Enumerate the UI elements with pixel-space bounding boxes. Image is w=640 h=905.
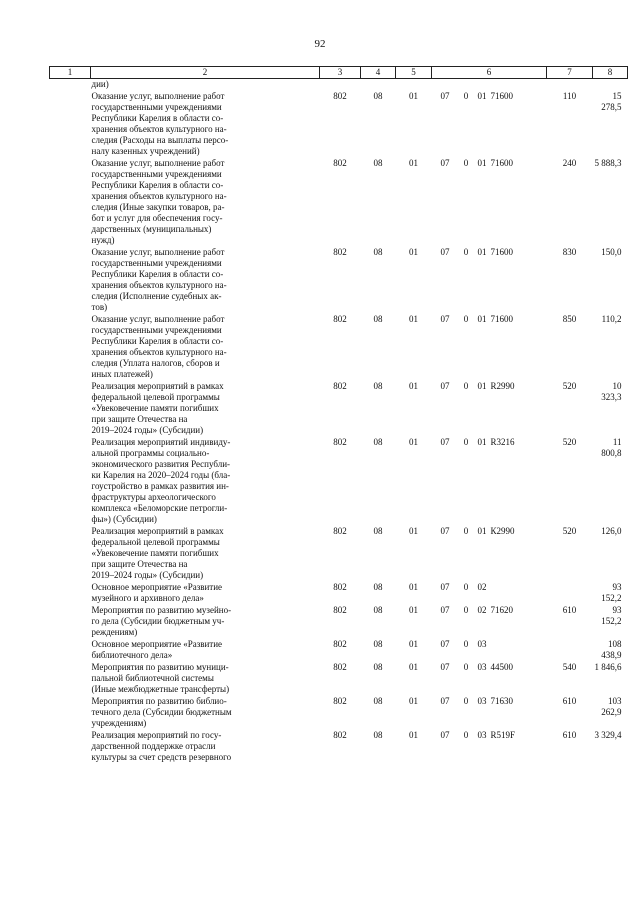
row-section-code: 08 [373, 662, 383, 672]
row-activity-code: 01 [477, 437, 487, 447]
row-col-1 [50, 730, 91, 764]
row-col-1 [50, 91, 91, 158]
row-ministry-code: 802 [333, 91, 347, 101]
row-section-code: 08 [373, 158, 383, 168]
row-expense-type: 610 [562, 605, 577, 615]
row-amount: 15 278,5 [601, 91, 622, 112]
row-direction-code: R2990 [490, 381, 515, 391]
row-col-1 [50, 526, 91, 582]
row-amount: 11 800,8 [601, 437, 622, 458]
row-subsection-code: 01 [409, 381, 418, 391]
row-direction-code: 71600 [490, 247, 513, 257]
row-expense-type: 240 [562, 158, 577, 168]
row-ministry-code: 802 [333, 158, 347, 168]
row-col-1 [50, 605, 91, 639]
row-program-code: 07 [440, 639, 450, 649]
row-section-code: 08 [373, 526, 383, 536]
row-ministry-code: 802 [333, 247, 347, 257]
row-subprogram-code: 0 [463, 696, 469, 706]
row-ministry-code: 802 [333, 437, 347, 447]
row-name: дии) [91, 79, 109, 89]
row-activity-code: 03 [477, 730, 487, 740]
row-program-code: 07 [440, 526, 450, 536]
row-subsection-code: 01 [409, 639, 418, 649]
row-program-code: 07 [440, 158, 450, 168]
row-section-code: 08 [373, 381, 383, 391]
row-section-code: 08 [373, 605, 383, 615]
row-subprogram-code: 0 [463, 437, 469, 447]
table-row [50, 730, 628, 764]
row-direction-code: 71600 [490, 91, 513, 101]
row-expense-type: 520 [562, 526, 577, 536]
row-subprogram-code: 0 [463, 582, 469, 592]
table-row [50, 91, 628, 158]
row-amount [593, 79, 628, 92]
row-section-code: 08 [373, 91, 383, 101]
table-row [50, 314, 628, 381]
row-amount: 110,2 [601, 314, 622, 324]
row-amount: 3 329,4 [594, 730, 622, 740]
table-body [50, 79, 628, 765]
page-number: 92 [314, 38, 326, 50]
row-ministry-code: 802 [333, 730, 347, 740]
row-activity-code: 03 [477, 662, 487, 672]
table-row [50, 437, 628, 526]
header-col-1: 1 [50, 67, 91, 79]
row-subprogram-code: 0 [463, 662, 469, 672]
table-row [50, 696, 628, 730]
row-name: Реализация мероприятий в рамках федеральной целевой программы «Увековечение памяти погибших при защите Отечества на 2019–2024 годы» (Субсидии) [91, 526, 224, 580]
row-col-1 [50, 662, 91, 696]
row-expense-type [547, 639, 593, 662]
row-ministry-code: 802 [333, 381, 347, 391]
table-row [50, 639, 628, 662]
row-name: Основное мероприятие «Развитие библиотечного дела» [91, 639, 223, 660]
row-amount: 1 846,6 [594, 662, 622, 672]
row-ministry-code: 802 [333, 314, 347, 324]
row-subsection-code: 01 [409, 247, 418, 257]
row-activity-code: 01 [477, 381, 487, 391]
row-activity-code: 01 [477, 526, 487, 536]
row-subsection-code: 01 [409, 158, 418, 168]
row-name: Реализация мероприятий в рамках федеральной целевой программы «Увековечение памяти погибших при защите Отечества на 2019–2024 годы» (Субсидии) [91, 381, 224, 435]
row-activity-code: 01 [477, 91, 487, 101]
row-section-code: 08 [373, 314, 383, 324]
row-ministry-code: 802 [333, 662, 347, 672]
row-subsection-code: 01 [409, 314, 418, 324]
row-expense-type: 850 [562, 314, 577, 324]
row-section-code: 08 [373, 639, 383, 649]
row-ministry-code: 802 [333, 639, 347, 649]
header-col-2: 2 [91, 67, 320, 79]
row-name: Мероприятия по развитию библио- течного дела (Субсидии бюджетным учреждениям) [91, 696, 232, 728]
row-name: Основное мероприятие «Развитие музейного и архивного дела» [91, 582, 223, 603]
row-activity-code: 01 [477, 314, 487, 324]
row-col-1 [50, 158, 91, 247]
row-section-code: 08 [373, 437, 383, 447]
row-col-1 [50, 79, 91, 92]
row-ministry-code: 802 [333, 696, 347, 706]
row-subsection-code: 01 [409, 437, 418, 447]
row-section-code [361, 79, 396, 92]
row-subprogram-code: 0 [463, 158, 469, 168]
row-activity-code: 01 [477, 158, 487, 168]
row-section-code: 08 [373, 582, 383, 592]
row-direction-code: К2990 [490, 526, 515, 536]
header-col-8: 8 [593, 67, 628, 79]
row-direction-code [491, 582, 547, 605]
row-expense-type: 610 [562, 730, 577, 740]
row-subsection-code: 01 [409, 582, 418, 592]
row-amount: 93 152,2 [601, 605, 622, 626]
row-col-1 [50, 314, 91, 381]
row-col-1 [50, 247, 91, 314]
row-subprogram-code: 0 [463, 91, 469, 101]
table-row [50, 526, 628, 582]
row-name: Мероприятия по развитию муници- пальной библиотечной системы (Иные межбюджетные трансферты) [91, 662, 230, 694]
table-row [50, 605, 628, 639]
row-expense-type: 110 [562, 91, 577, 101]
row-direction-code: R3216 [490, 437, 515, 447]
header-col-5: 5 [396, 67, 432, 79]
row-direction-code: 71600 [490, 314, 513, 324]
row-direction-code: 44500 [490, 662, 513, 672]
table-row [50, 582, 628, 605]
budget-table [49, 66, 628, 764]
row-ministry-code: 802 [333, 526, 347, 536]
row-col-1 [50, 381, 91, 437]
row-section-code: 08 [373, 696, 383, 706]
row-program-code: 07 [440, 730, 450, 740]
row-col-1 [50, 582, 91, 605]
header-col-4: 4 [361, 67, 396, 79]
row-section-code: 08 [373, 730, 383, 740]
row-col-1 [50, 639, 91, 662]
row-amount: 10 323,3 [601, 381, 622, 402]
row-col-1 [50, 437, 91, 526]
row-ministry-code: 802 [333, 582, 347, 592]
row-activity-code: 03 [477, 696, 487, 706]
row-col-1 [50, 696, 91, 730]
row-expense-type: 520 [562, 437, 577, 447]
row-subsection-code [396, 79, 432, 92]
row-program-code: 07 [440, 696, 450, 706]
row-activity-code [474, 79, 491, 92]
table-row [50, 381, 628, 437]
table-row [50, 662, 628, 696]
row-program-code: 07 [440, 91, 450, 101]
row-ministry-code [320, 79, 361, 92]
row-activity-code: 02 [477, 582, 487, 592]
row-amount: 126,0 [601, 526, 622, 536]
row-subsection-code: 01 [409, 662, 418, 672]
row-expense-type: 610 [562, 696, 577, 706]
row-amount: 93 152,2 [601, 582, 622, 603]
row-program-code: 07 [440, 247, 450, 257]
row-program-code: 07 [440, 381, 450, 391]
row-subprogram-code: 0 [463, 314, 469, 324]
row-direction-code: 71620 [490, 605, 513, 615]
row-ministry-code: 802 [333, 605, 347, 615]
row-program-code [432, 79, 459, 92]
row-name: Реализация мероприятий индивиду- альной программы социально- экономического развития Республи- ки Карелия на 2020–2024 годы (бла- гоустройство в рамках развития ин- фраструктуры археологического комплекса «Беломорские петрогли- фы») (Субсидии) [91, 437, 231, 524]
row-program-code: 07 [440, 662, 450, 672]
row-amount: 103 262,9 [601, 696, 622, 717]
row-subsection-code: 01 [409, 696, 418, 706]
row-activity-code: 02 [477, 605, 487, 615]
row-subprogram-code: 0 [463, 247, 469, 257]
row-name: Оказание услуг, выполнение работ государственными учреждениями Республики Карелия в области со- хранения объектов культурного на- следия (Исполнение судебных ак- тов) [91, 247, 227, 312]
table-row [50, 79, 628, 92]
row-name: Реализация мероприятий по госу- дарственной поддержке отрасли культуры за счет средств резервного [91, 730, 232, 762]
row-subprogram-code [459, 79, 474, 92]
row-direction-code: R519F [490, 730, 516, 740]
row-direction-code: 71600 [490, 158, 513, 168]
row-subsection-code: 01 [409, 730, 418, 740]
row-subprogram-code: 0 [463, 639, 469, 649]
table-header-row [50, 67, 628, 79]
row-expense-type: 830 [562, 247, 577, 257]
header-col-6: 6 [432, 67, 547, 79]
table-row [50, 158, 628, 247]
row-expense-type: 520 [562, 381, 577, 391]
row-name: Оказание услуг, выполнение работ государственными учреждениями Республики Карелия в области со- хранения объектов культурного на- следия (Иные закупки товаров, ра- бот и услуг для обеспечения госу- дарственных (муниципальных) нужд) [91, 158, 227, 245]
row-subsection-code: 01 [409, 605, 418, 615]
row-program-code: 07 [440, 314, 450, 324]
row-name: Оказание услуг, выполнение работ государственными учреждениями Республики Карелия в области со- хранения объектов культурного на- следия (Расходы на выплаты персо- налу казенных учреждений) [91, 91, 229, 156]
row-amount: 5 888,3 [594, 158, 622, 168]
row-direction-code [491, 639, 547, 662]
row-subprogram-code: 0 [463, 381, 469, 391]
row-direction-code: 71630 [490, 696, 513, 706]
row-subprogram-code: 0 [463, 605, 469, 615]
row-expense-type [547, 582, 593, 605]
row-expense-type [547, 79, 593, 92]
header-col-7: 7 [547, 67, 593, 79]
row-activity-code: 03 [477, 639, 487, 649]
row-name: Мероприятия по развитию музейно- го дела (Субсидии бюджетным уч- реждениям) [91, 605, 232, 637]
row-subprogram-code: 0 [463, 526, 469, 536]
row-program-code: 07 [440, 582, 450, 592]
header-col-3: 3 [320, 67, 361, 79]
row-program-code: 07 [440, 437, 450, 447]
row-activity-code: 01 [477, 247, 487, 257]
table-row [50, 247, 628, 314]
row-subsection-code: 01 [409, 91, 418, 101]
row-expense-type: 540 [562, 662, 577, 672]
row-subprogram-code: 0 [463, 730, 469, 740]
row-subsection-code: 01 [409, 526, 418, 536]
row-section-code: 08 [373, 247, 383, 257]
row-direction-code [491, 79, 547, 92]
row-amount: 108 438,9 [601, 639, 622, 660]
row-program-code: 07 [440, 605, 450, 615]
row-amount: 150,0 [601, 247, 622, 257]
row-name: Оказание услуг, выполнение работ государственными учреждениями Республики Карелия в области со- хранения объектов культурного на- следия (Уплата налогов, сборов и иных платежей) [91, 314, 227, 379]
